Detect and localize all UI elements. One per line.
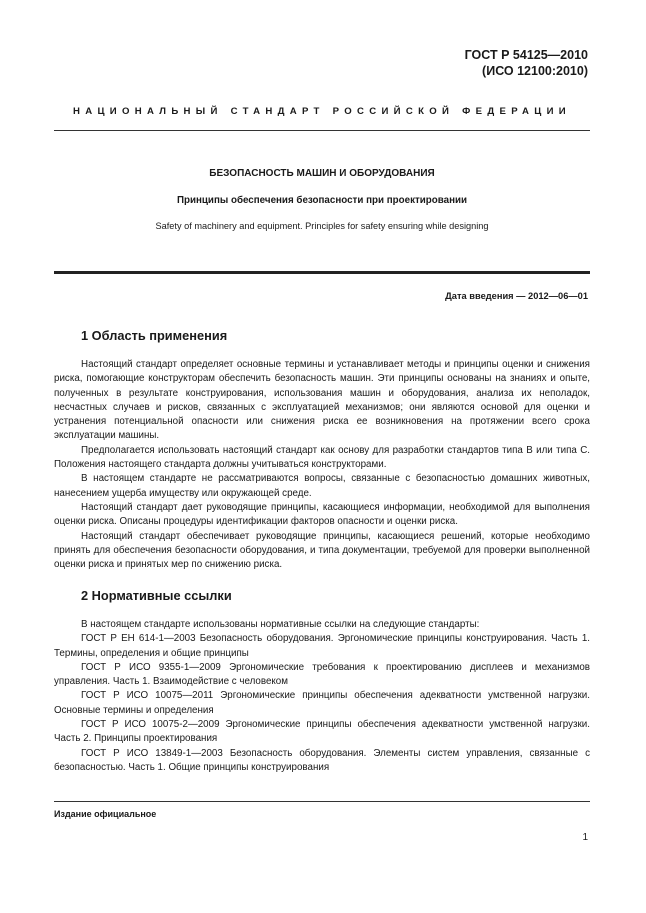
iso-number: (ИСО 12100:2010): [482, 64, 588, 78]
document-code: [465, 47, 588, 79]
title-divider: [54, 271, 590, 274]
page-number: 1: [582, 832, 588, 843]
footer-divider: [54, 801, 590, 802]
reference-item: ГОСТ Р ИСО 13849-1—2003 Безопасность оборудования. Элементы систем управления, связанные с безопасностью. Часть 1. Общие принципы конструирования: [54, 747, 590, 773]
paragraph: Настоящий стандарт определяет основные термины и устанавливает методы и принципы оценки и снижения риска, помогающие конструкторам обеспечить безопасность машин. Эти принципы основаны на знаниях и опыте, полученных в результате конструирования, использования машин и оборудования, анализа их неполадок, несчастных случаев и рисков, связанных с эксплуатацией механизмов; они являются основой для оценки и устранения потенциальной опасности или снижения риска ее возникновения на протяжении всего срока эксплуатации машины.: [54, 359, 590, 442]
reference-item: ГОСТ Р ЕН 614-1—2003 Безопасность оборудования. Эргономические принципы конструирования. Часть 1. Термины, определения и общие принципы: [54, 633, 590, 659]
section-heading: 1 Область применения: [81, 328, 228, 343]
section-heading: 2 Нормативные ссылки: [81, 588, 232, 603]
paragraph: Предполагается использовать настоящий стандарт как основу для разработки стандартов типа В или типа С. Положения настоящего стандарта должны учитываться конструкторами.: [54, 444, 590, 471]
paragraph: Настоящий стандарт дает руководящие принципы, касающиеся информации, необходимой для выполнения оценки риска. Описаны процедуры идентификации факторов опасности и оценки риска.: [54, 501, 590, 528]
reference-item: ГОСТ Р ИСО 10075—2011 Эргономические принципы обеспечения адекватности умственной нагрузки. Основные термины и определения: [54, 690, 590, 716]
paragraph: В настоящем стандарте использованы нормативные ссылки на следующие стандарты:: [81, 619, 480, 630]
document-title: БЕЗОПАСНОСТЬ МАШИН И ОБОРУДОВАНИЯ: [209, 168, 435, 179]
section-scope: [54, 328, 590, 572]
paragraph: В настоящем стандарте не рассматриваются вопросы, связанные с безопасностью домашних животных, нанесением ущерба имуществу или окружающей среде.: [54, 473, 590, 499]
section-normative-references: [54, 588, 590, 775]
national-standard-heading: НАЦИОНАЛЬНЫЙ СТАНДАРТ РОССИЙСКОЙ ФЕДЕРАЦИИ: [73, 106, 571, 117]
gost-number: ГОСТ Р 54125—2010: [464, 48, 588, 62]
document-title-english: Safety of machinery and equipment. Principles for safety ensuring while designing: [155, 221, 489, 231]
reference-item: ГОСТ Р ИСО 9355-1—2009 Эргономические требования к проектированию дисплеев и механизмов управления. Часть 1. Взаимодействие с человеком: [54, 661, 590, 688]
header-divider: [54, 130, 590, 131]
paragraph: Настоящий стандарт обеспечивает руководящие принципы, касающиеся решений, которые необходимо принять для обеспечения безопасности оборудования, и типа документации, требуемой для проверки выполненной оценки риска и принятых мер по снижению риска.: [54, 530, 590, 571]
official-edition-label: Издание официальное: [54, 809, 157, 819]
introduction-date: Дата введения — 2012—06—01: [445, 291, 588, 301]
document-subtitle: Принципы обеспечения безопасности при проектировании: [176, 195, 468, 206]
reference-item: ГОСТ Р ИСО 10075-2—2009 Эргономические принципы обеспечения адекватности умственной нагрузки. Часть 2. Принципы проектирования: [54, 719, 590, 745]
